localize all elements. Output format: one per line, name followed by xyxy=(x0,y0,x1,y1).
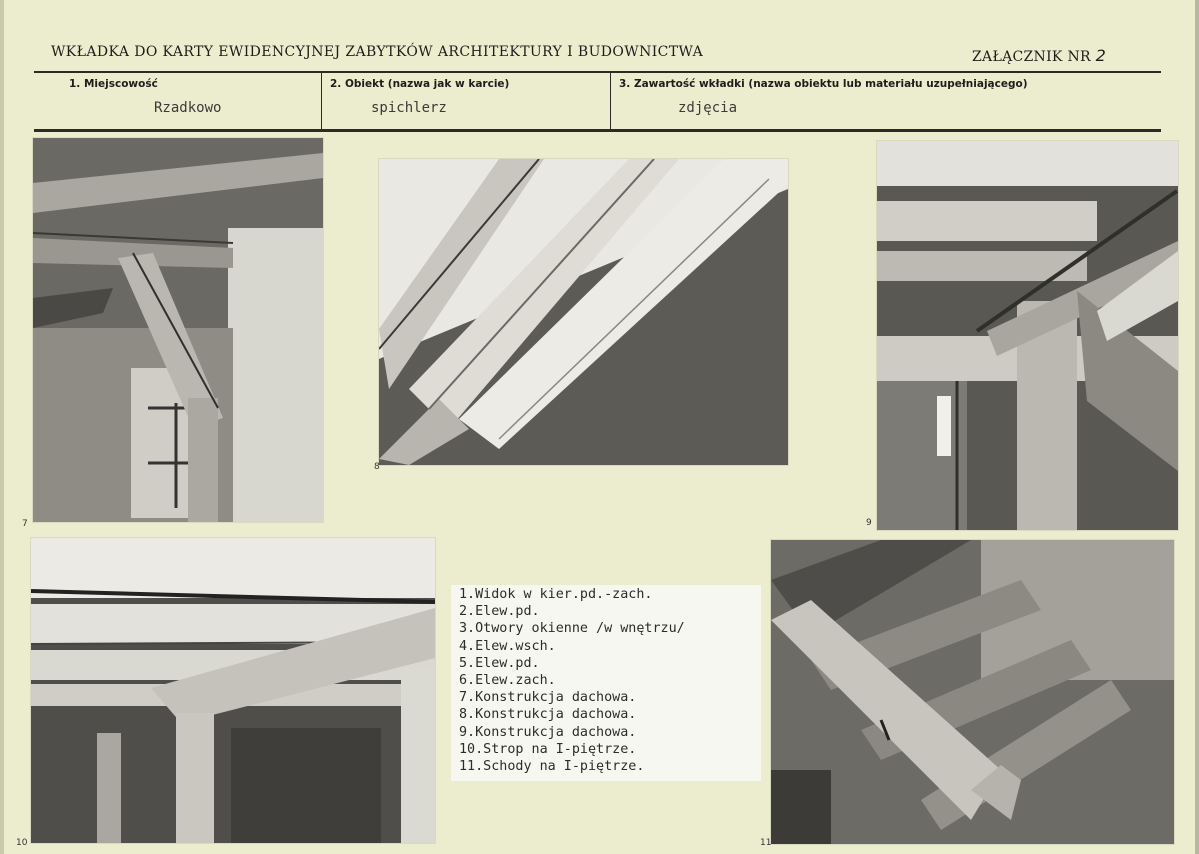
photo-ceiling-10 xyxy=(31,538,435,843)
photo-caption-list xyxy=(451,585,761,781)
sheet-edge-right xyxy=(1195,0,1199,854)
caption-item: 6.Elew.zach. xyxy=(459,673,556,689)
caption-item: 2.Elew.pd. xyxy=(459,604,540,620)
photo-roof-structure-9 xyxy=(877,141,1178,530)
photo-number-11: 11 xyxy=(760,838,772,848)
caption-item: 8.Konstrukcja dachowa. xyxy=(459,707,637,723)
caption-item: 10.Strop na I-piętrze. xyxy=(459,741,637,757)
caption-item: 1.Widok w kier.pd.-zach. xyxy=(459,587,653,602)
annex-label-text: ZAŁĄCZNIK NR xyxy=(972,49,1091,65)
field-divider-1 xyxy=(321,73,322,130)
caption-item: 4.Elew.wsch. xyxy=(459,638,556,654)
card-title: WKŁADKA DO KARTY EWIDENCYJNEJ ZABYTKÓW ARCHITEKTURY I BUDOWNICTWA xyxy=(51,44,704,60)
contents-label: 3. Zawartość wkładki (nazwa obiektu lub materiału uzupełniającego) xyxy=(619,78,1028,90)
header-rule-bottom xyxy=(34,129,1161,132)
photo-number-9: 9 xyxy=(866,518,872,528)
sheet-edge-left xyxy=(0,0,4,854)
header-rule-top xyxy=(34,71,1161,73)
photo-number-10: 10 xyxy=(16,838,28,848)
photo-number-8: 8 xyxy=(374,462,380,472)
photo-roof-structure-7 xyxy=(33,138,323,522)
locality-label: 1. Miejscowość xyxy=(69,78,158,90)
caption-item: 9.Konstrukcja dachowa. xyxy=(459,724,637,740)
annex-label xyxy=(972,46,1106,65)
locality-value: Rzadkowo xyxy=(154,100,222,116)
caption-item: 7.Konstrukcja dachowa. xyxy=(459,690,637,706)
caption-item: 5.Elew.pd. xyxy=(459,655,540,671)
caption-item: 11.Schody na I-piętrze. xyxy=(459,759,645,775)
photo-stairs-11 xyxy=(771,540,1174,844)
caption-item: 3.Otwory okienne /w wnętrzu/ xyxy=(459,621,685,637)
contents-value: zdjęcia xyxy=(678,100,738,116)
photo-roof-structure-8 xyxy=(379,159,788,465)
object-value: spichlerz xyxy=(371,100,447,116)
field-divider-2 xyxy=(610,73,611,130)
object-label: 2. Obiekt (nazwa jak w karcie) xyxy=(330,78,510,90)
annex-number: 2 xyxy=(1095,46,1107,65)
photo-number-7: 7 xyxy=(22,519,28,529)
